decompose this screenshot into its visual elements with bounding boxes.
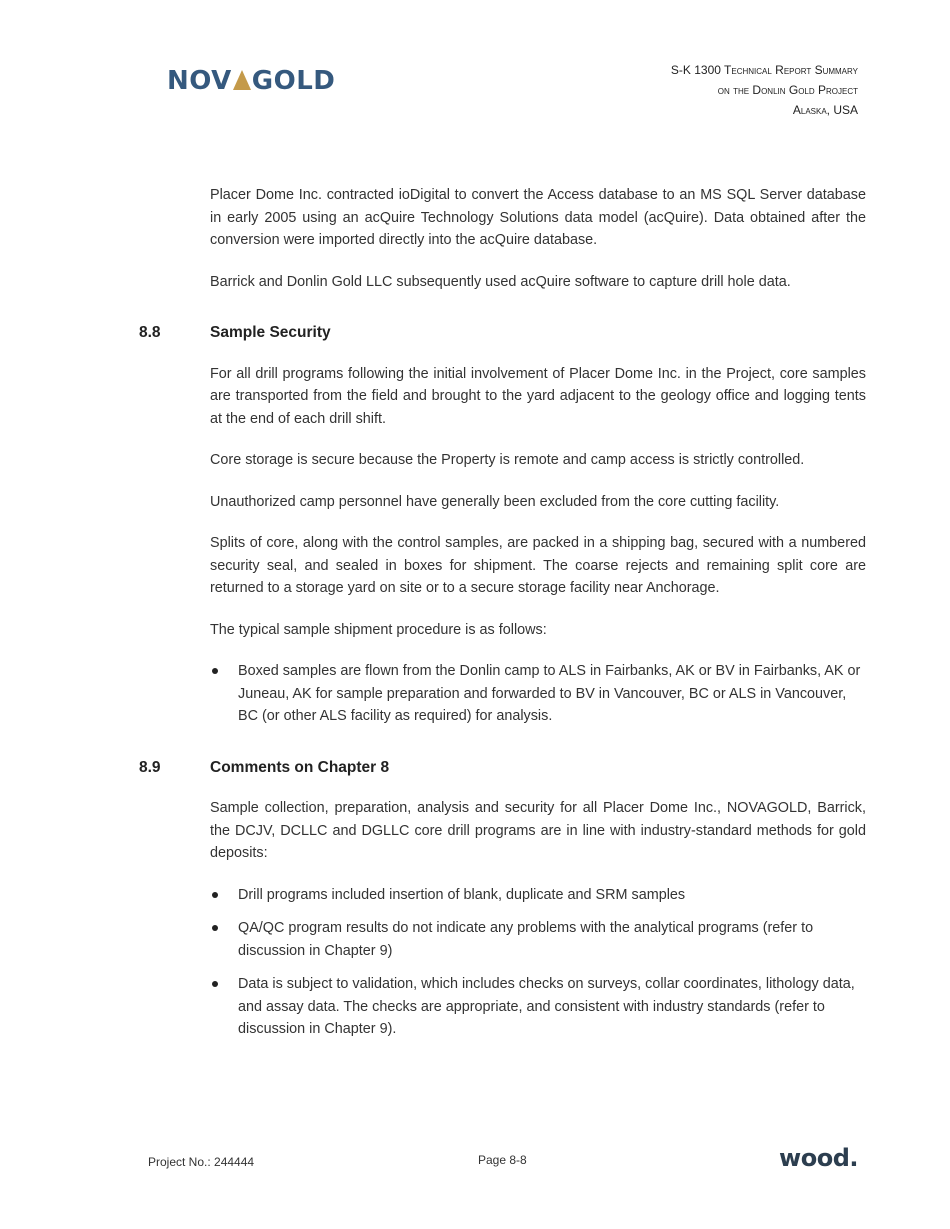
- document-body: [139, 184, 866, 1060]
- bullet-list: [210, 660, 866, 728]
- bullet-item: Drill programs included insertion of blank, duplicate and SRM samples: [210, 884, 866, 907]
- report-title-line1: S-K 1300 Technical Report Summary: [670, 63, 858, 77]
- paragraph: The typical sample shipment procedure is as follows:: [210, 621, 547, 638]
- novagold-logo: [167, 66, 335, 96]
- report-title-line3: Alaska, USA: [792, 103, 858, 117]
- paragraph: Barrick and Donlin Gold LLC subsequently used acQuire software to capture drill hole data.: [210, 273, 791, 290]
- paragraph: Sample collection, preparation, analysis and security for all Placer Dome Inc., NOVAGOLD, Barrick, the DCJV, DCLLC and DGLLC core drill programs are in line with industry-standard methods for gold deposits:: [210, 800, 866, 861]
- logo-text-start: NOV: [167, 66, 232, 96]
- report-header: [671, 60, 858, 120]
- paragraph: Splits of core, along with the control samples, are packed in a shipping bag, secured with a numbered security seal, and sealed in boxes for shipment. The coarse rejects and remaining split core are returned to a storage yard on site or to a secure storage facility near Anchorage.: [210, 535, 866, 596]
- bullet-item: Data is subject to validation, which includes checks on surveys, collar coordinates, lithology data, and assay data. The checks are appropriate, and consistent with industry standards (refer to discussion in Chapter 9).: [210, 973, 866, 1041]
- section-number: 8.9: [139, 758, 161, 776]
- paragraph: Core storage is secure because the Property is remote and camp access is strictly controlled.: [210, 452, 805, 468]
- paragraph: For all drill programs following the initial involvement of Placer Dome Inc. in the Project, core samples are transported from the field and brought to the yard adjacent to the geology office and logging tents at the end of each drill shift.: [210, 365, 866, 427]
- report-title-line2: on the Donlin Gold Project: [717, 83, 858, 97]
- paragraph: Unauthorized camp personnel have generally been excluded from the core cutting facility.: [210, 493, 780, 510]
- wood-logo: wood.: [779, 1144, 858, 1172]
- section-number: 8.8: [139, 324, 161, 341]
- logo-triangle-icon: [233, 70, 251, 90]
- paragraph: Placer Dome Inc. contracted ioDigital to convert the Access database to an MS SQL Server database in early 2005 using an acQuire Technology Solutions data model (acQuire). Data obtained after the conversion were imported directly into the acQuire database.: [210, 187, 866, 248]
- page-number: Page 8-8: [478, 1153, 527, 1167]
- bullet-list: [210, 884, 866, 1041]
- project-number: Project No.: 244444: [148, 1155, 255, 1169]
- section-title: Comments on Chapter 8: [210, 758, 390, 776]
- bullet-item: Boxed samples are flown from the Donlin camp to ALS in Fairbanks, AK or BV in Fairbanks, AK or Juneau, AK for sample preparation and forwarded to BV in Vancouver, BC or ALS in Vancouver, BC (or other ALS facility as required) for analysis.: [210, 660, 866, 728]
- section-title: Sample Security: [210, 324, 331, 341]
- section-heading-8-9: [139, 757, 866, 780]
- bullet-item: QA/QC program results do not indicate any problems with the analytical programs (refer to discussion in Chapter 9): [210, 917, 866, 962]
- section-heading-8-8: [139, 322, 866, 345]
- logo-text-end: GOLD: [251, 66, 336, 96]
